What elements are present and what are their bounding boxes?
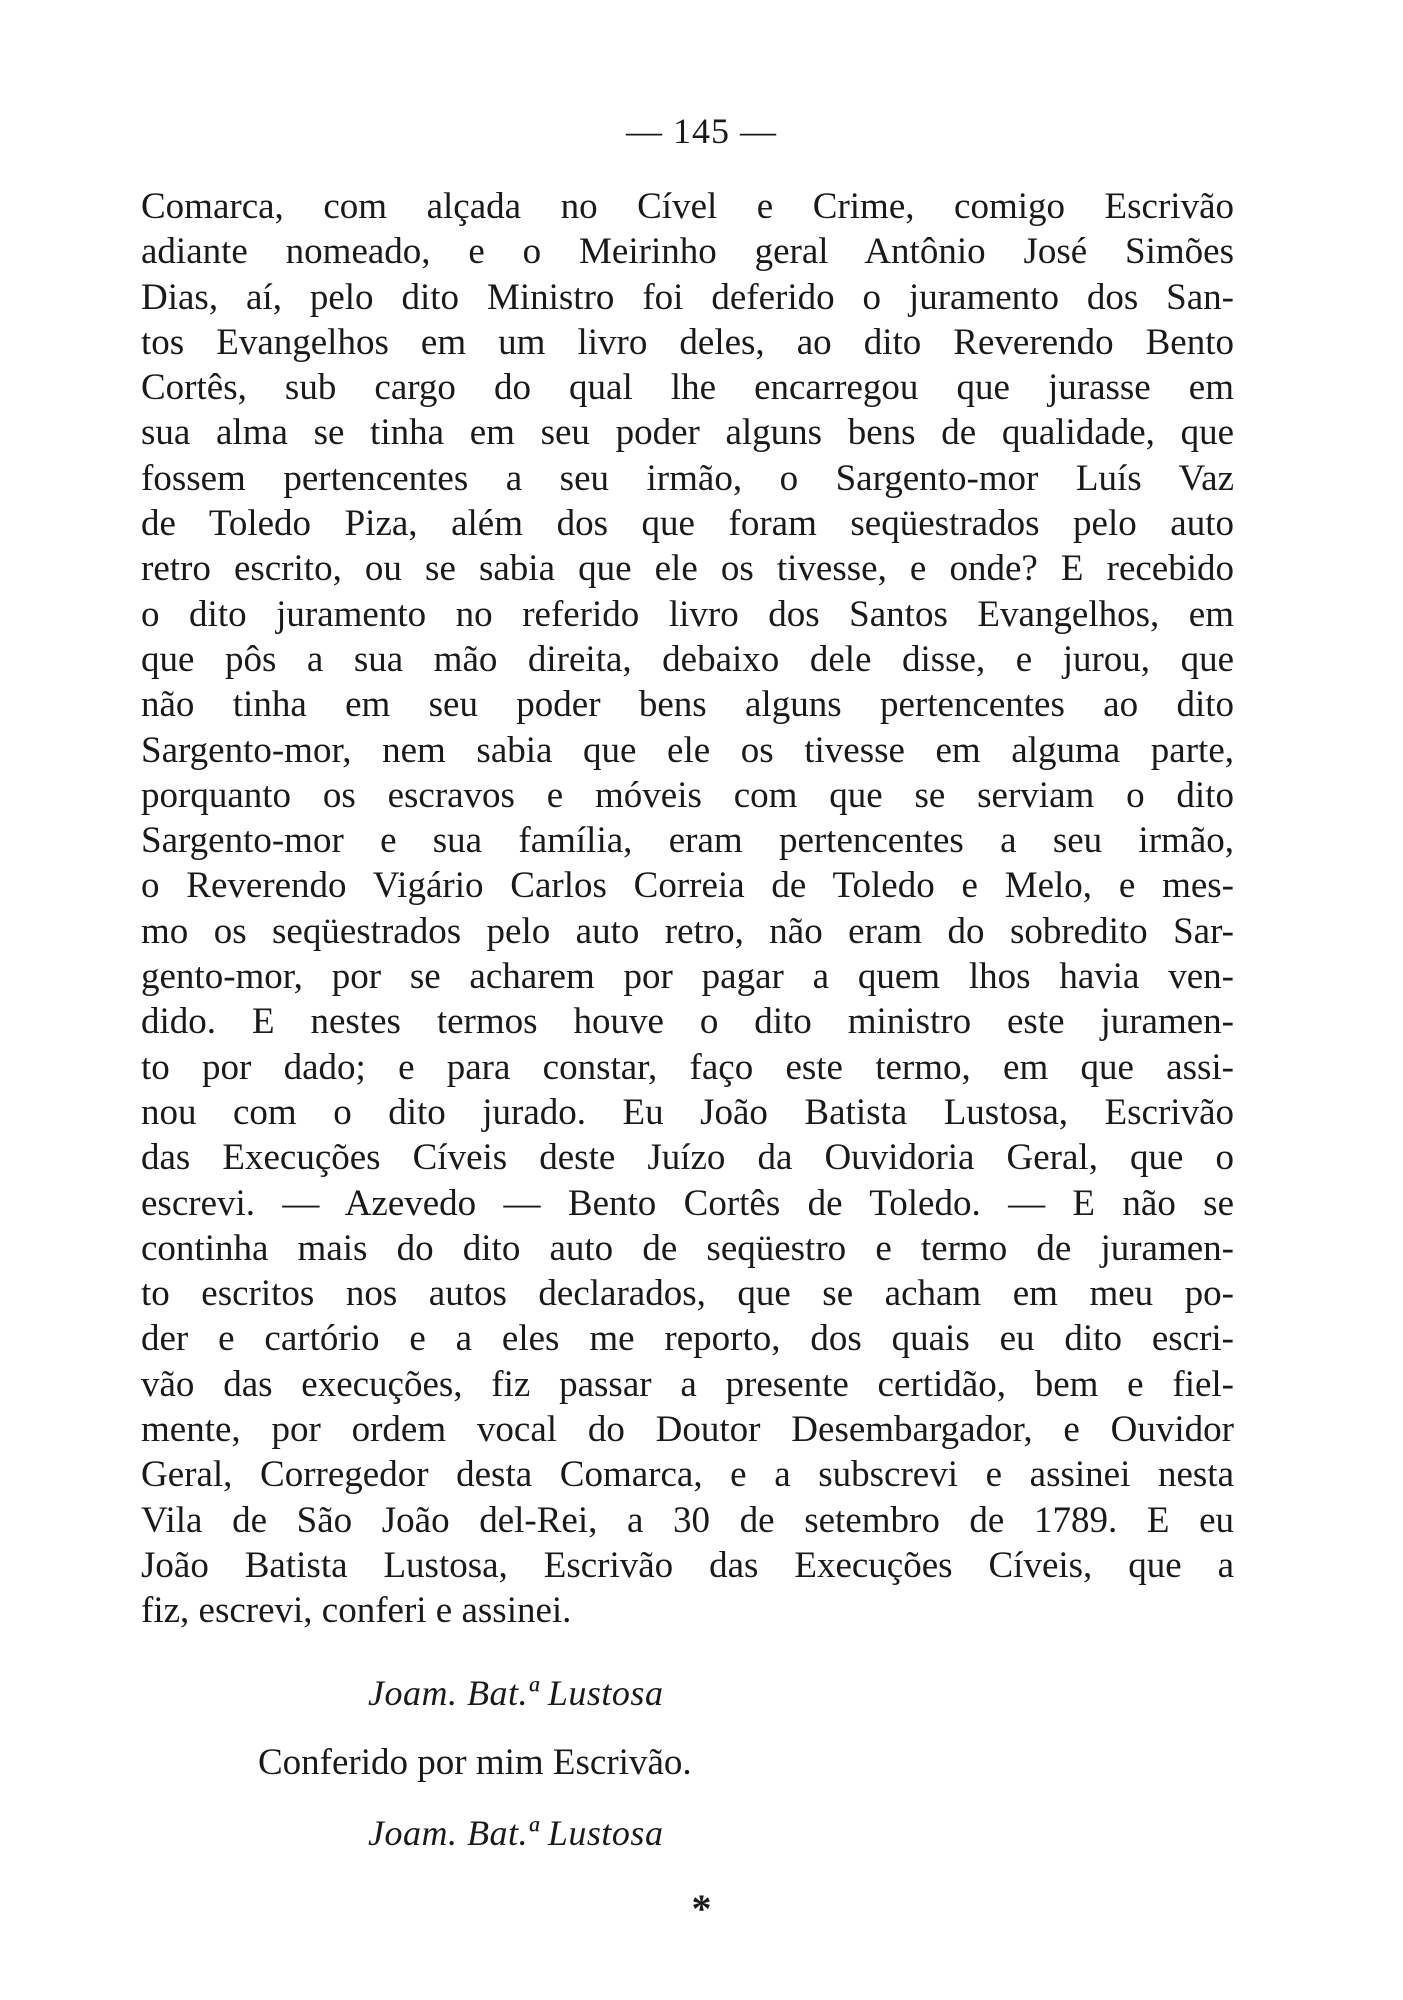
body-line: Sargento-mor e sua família, eram pertencentes a seu irmão, [141,820,1234,862]
body-line: to escritos nos autos declarados, que se acham em meu po- [141,1273,1234,1315]
body-line: Comarca, com alçada no Cível e Crime, comigo Escrivão [141,186,1234,227]
body-line: retro escrito, ou se sabia que ele os tivesse, e onde? E recebido [141,548,1234,590]
body-line: tos Evangelhos em um livro deles, ao dito Reverendo Bento [141,321,1234,363]
body-line: mente, por ordem vocal do Doutor Desembargador, e Ouvidor [141,1409,1234,1451]
body-line: escrevi. — Azevedo — Bento Cortês de Toledo. — E não se [141,1182,1234,1224]
body-line: que pôs a sua mão direita, debaixo dele disse, e jurou, que [141,638,1234,680]
body-line: João Batista Lustosa, Escrivão das Execuções Cíveis, que a [141,1544,1234,1586]
end-mark: * [691,1886,712,1931]
body-line: Geral, Corregedor desta Comarca, e a subscrevi e assinei nesta [141,1454,1234,1496]
page-number: — 145 — [626,111,777,151]
body-line: der e cartório e a eles me reporto, dos quais eu dito escri- [141,1318,1234,1360]
body-line: gento-mor, por se acharem por pagar a quem lhos havia ven- [141,956,1234,998]
body-line: o Reverendo Vigário Carlos Correia de Toledo e Melo, e mes- [141,865,1234,907]
signature-line: Joam. Bat.ª Lustosa [368,1673,664,1713]
body-line: porquanto os escravos e móveis com que se serviam o dito [141,774,1234,816]
body-line: Vila de São João del-Rei, a 30 de setembro de 1789. E eu [141,1499,1234,1541]
body-line: Dias, aí, pelo dito Ministro foi deferido o juramento dos San- [141,276,1234,318]
body-line: fossem pertencentes a seu irmão, o Sargento-mor Luís Vaz [141,457,1234,499]
body-line: Sargento-mor, nem sabia que ele os tivesse em alguma parte, [141,729,1234,771]
body-line: de Toledo Piza, além dos que foram seqüestrados pelo auto [141,503,1234,545]
body-line: continha mais do dito auto de seqüestro e termo de juramen- [141,1227,1234,1269]
body-line: Cortês, sub cargo do qual lhe encarregou que jurasse em [141,367,1234,409]
body-line: dido. E nestes termos houve o dito ministro este juramen- [141,1001,1234,1043]
body-line: adiante nomeado, e o Meirinho geral Antônio José Simões [141,231,1234,273]
body-line: nou com o dito jurado. Eu João Batista Lustosa, Escrivão [141,1091,1234,1133]
body-line: fiz, escrevi, conferi e assinei. [141,1590,572,1632]
body-line: das Execuções Cíveis deste Juízo da Ouvidoria Geral, que o [141,1137,1234,1179]
body-line: vão das execuções, fiz passar a presente certidão, bem e fiel- [141,1363,1234,1405]
conferido-line: Conferido por mim Escrivão. [258,1742,692,1783]
body-line: sua alma se tinha em seu poder alguns bens de qualidade, que [141,412,1234,454]
body-line: mo os seqüestrados pelo auto retro, não eram do sobredito Sar- [141,910,1234,952]
body-line: não tinha em seu poder bens alguns pertencentes ao dito [141,684,1234,726]
body-line: to por dado; e para constar, faço este termo, em que assi- [141,1046,1234,1088]
body-line: o dito juramento no referido livro dos Santos Evangelhos, em [141,593,1234,635]
body-text [141,184,1234,1634]
signature-line: Joam. Bat.ª Lustosa [368,1813,664,1853]
